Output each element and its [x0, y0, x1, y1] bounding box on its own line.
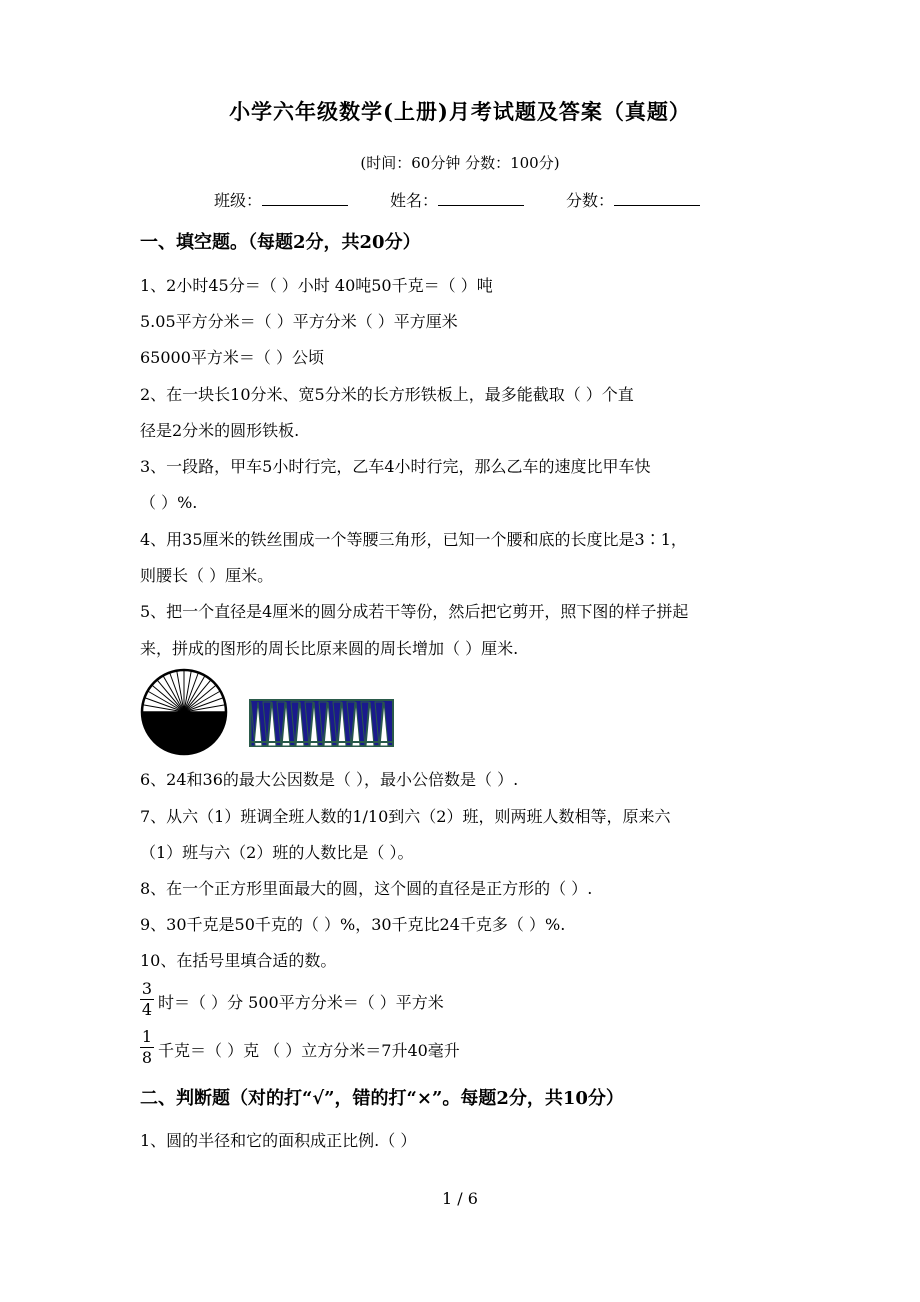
question-line: 2、在一块长10分米、宽5分米的长方形铁板上，最多能截取（ ）个直	[140, 385, 634, 404]
name-blank	[438, 191, 524, 206]
question-line: 径是2分米的圆形铁板.	[140, 421, 300, 440]
class-field	[214, 188, 348, 211]
fraction-numerator: 3	[141, 979, 153, 998]
fraction-denominator: 8	[141, 1048, 153, 1067]
divided-circle-figure	[138, 666, 230, 758]
question-line: 1、2小时45分＝（ ）小时 40吨50千克＝（ ）吨	[140, 276, 493, 295]
question-line: 4、用35厘米的铁丝围成一个等腰三角形，已知一个腰和底的长度比是3∶1，	[140, 530, 687, 549]
question-line: 6、24和36的最大公因数是（ ），最小公倍数是（ ）.	[140, 770, 519, 789]
question-line: 3、一段路，甲车5小时行完，乙车4小时行完，那么乙车的速度比甲车快	[140, 457, 651, 476]
question-line: 10、在括号里填合适的数。	[140, 951, 337, 970]
question-line: 7、从六（1）班调全班人数的1/10到六（2）班，则两班人数相等，原来六	[140, 807, 671, 826]
page-number: 1 / 6	[442, 1189, 478, 1208]
fraction-three-quarters	[140, 980, 154, 1019]
class-blank	[262, 191, 348, 206]
fraction-denominator: 4	[141, 1000, 153, 1019]
name-label: 姓名：	[390, 191, 439, 210]
rearranged-rectangle-figure	[249, 699, 394, 747]
question-line: （1）班与六（2）班的人数比是（ ）。	[140, 843, 414, 862]
fraction-one-eighth	[140, 1028, 154, 1067]
class-label: 班级：	[214, 191, 263, 210]
question-line: 9、30千克是50千克的（ ）%，30千克比24千克多（ ）%.	[140, 915, 566, 934]
question-line: （ ）%.	[140, 493, 198, 512]
score-label: 分数：	[566, 191, 615, 210]
question-line: 1、圆的半径和它的面积成正比例.（ ）	[140, 1131, 417, 1150]
question-line: 65000平方米＝（ ）公顷	[140, 348, 324, 367]
question-line: 5.05平方分米＝（ ）平方分米（ ）平方厘米	[140, 312, 458, 331]
score-field	[566, 188, 700, 211]
name-field	[390, 188, 524, 211]
question-line: 时＝（ ）分 500平方分米＝（ ）平方米	[158, 993, 444, 1012]
exam-info: (时间：60分钟 分数：100分)	[360, 154, 560, 172]
section1-heading: 一、填空题。（每题2分，共20分）	[140, 232, 421, 253]
fraction-numerator: 1	[141, 1027, 153, 1046]
question-line: 则腰长（ ）厘米。	[140, 566, 274, 585]
score-blank	[614, 191, 700, 206]
page-title: 小学六年级数学(上册)月考试题及答案（真题）	[229, 99, 691, 124]
question-line: 千克＝（ ）克 （ ）立方分米＝7升40毫升	[158, 1041, 460, 1060]
section2-heading: 二、判断题（对的打“√”，错的打“×”。每题2分，共10分）	[140, 1088, 624, 1109]
question-line: 来，拼成的图形的周长比原来圆的周长增加（ ）厘米.	[140, 639, 519, 658]
question-line: 5、把一个直径是4厘米的圆分成若干等份，然后把它剪开，照下图的样子拼起	[140, 602, 689, 621]
question-line: 8、在一个正方形里面最大的圆，这个圆的直径是正方形的（ ）.	[140, 879, 593, 898]
